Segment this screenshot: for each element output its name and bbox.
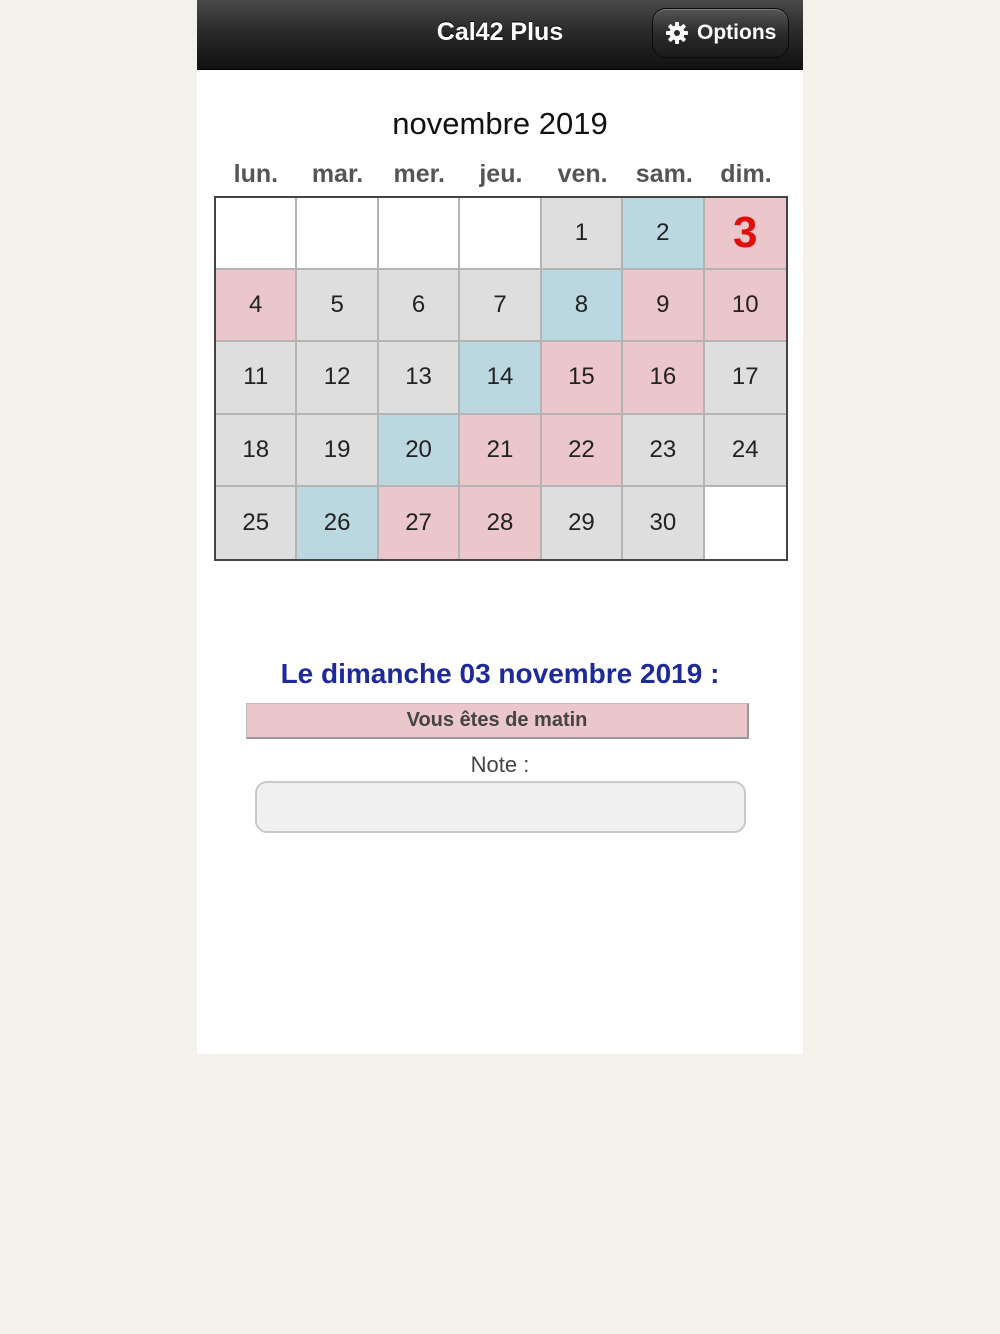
day-cell[interactable]: 6 <box>379 270 460 342</box>
day-cell[interactable]: 20 <box>379 415 460 487</box>
weekday-header <box>215 160 787 196</box>
day-cell[interactable]: 19 <box>297 415 378 487</box>
empty-day-cell <box>460 198 541 270</box>
selected-day-cell[interactable]: 3 <box>705 198 786 270</box>
options-label: Options <box>697 21 777 44</box>
calendar-grid <box>214 196 788 561</box>
day-cell[interactable]: 11 <box>216 342 297 414</box>
day-cell[interactable]: 13 <box>379 342 460 414</box>
day-cell[interactable]: 18 <box>216 415 297 487</box>
weekday-label: lun. <box>233 160 279 188</box>
day-cell[interactable]: 28 <box>460 487 541 559</box>
selected-date-heading: Le dimanche 03 novembre 2019 : <box>280 658 720 689</box>
day-cell[interactable]: 2 <box>623 198 704 270</box>
month-title: novembre 2019 <box>392 106 608 141</box>
day-cell[interactable]: 4 <box>216 270 297 342</box>
day-cell[interactable]: 7 <box>460 270 541 342</box>
empty-day-cell <box>297 198 378 270</box>
weekday-label: sam. <box>635 160 693 188</box>
day-cell[interactable]: 24 <box>705 415 786 487</box>
day-cell[interactable]: 25 <box>216 487 297 559</box>
note-input[interactable] <box>255 781 746 833</box>
day-cell[interactable]: 21 <box>460 415 541 487</box>
empty-day-cell <box>705 487 786 559</box>
weekday-label: ven. <box>557 160 608 188</box>
empty-day-cell <box>216 198 297 270</box>
app-title: Cal42 Plus <box>436 18 564 46</box>
day-cell[interactable]: 22 <box>542 415 623 487</box>
weekday-label: mar. <box>311 160 364 188</box>
day-cell[interactable]: 17 <box>705 342 786 414</box>
empty-day-cell <box>379 198 460 270</box>
day-cell[interactable]: 23 <box>623 415 704 487</box>
weekday-label: mer. <box>393 160 445 188</box>
top-bar <box>197 0 803 70</box>
day-cell[interactable]: 15 <box>542 342 623 414</box>
day-cell[interactable]: 8 <box>542 270 623 342</box>
day-cell[interactable]: 30 <box>623 487 704 559</box>
day-cell[interactable]: 10 <box>705 270 786 342</box>
app-screen <box>197 0 803 1054</box>
day-cell[interactable]: 29 <box>542 487 623 559</box>
gear-icon <box>665 21 689 45</box>
day-cell[interactable]: 27 <box>379 487 460 559</box>
day-cell[interactable]: 12 <box>297 342 378 414</box>
options-button[interactable] <box>652 8 789 58</box>
day-cell[interactable]: 1 <box>542 198 623 270</box>
day-cell[interactable]: 14 <box>460 342 541 414</box>
note-label: Note : <box>470 752 530 777</box>
day-cell[interactable]: 26 <box>297 487 378 559</box>
weekday-label: dim. <box>720 160 772 188</box>
day-cell[interactable]: 16 <box>623 342 704 414</box>
weekday-label: jeu. <box>479 160 523 188</box>
shift-status: Vous êtes de matin <box>246 703 749 739</box>
day-cell[interactable]: 5 <box>297 270 378 342</box>
day-cell[interactable]: 9 <box>623 270 704 342</box>
